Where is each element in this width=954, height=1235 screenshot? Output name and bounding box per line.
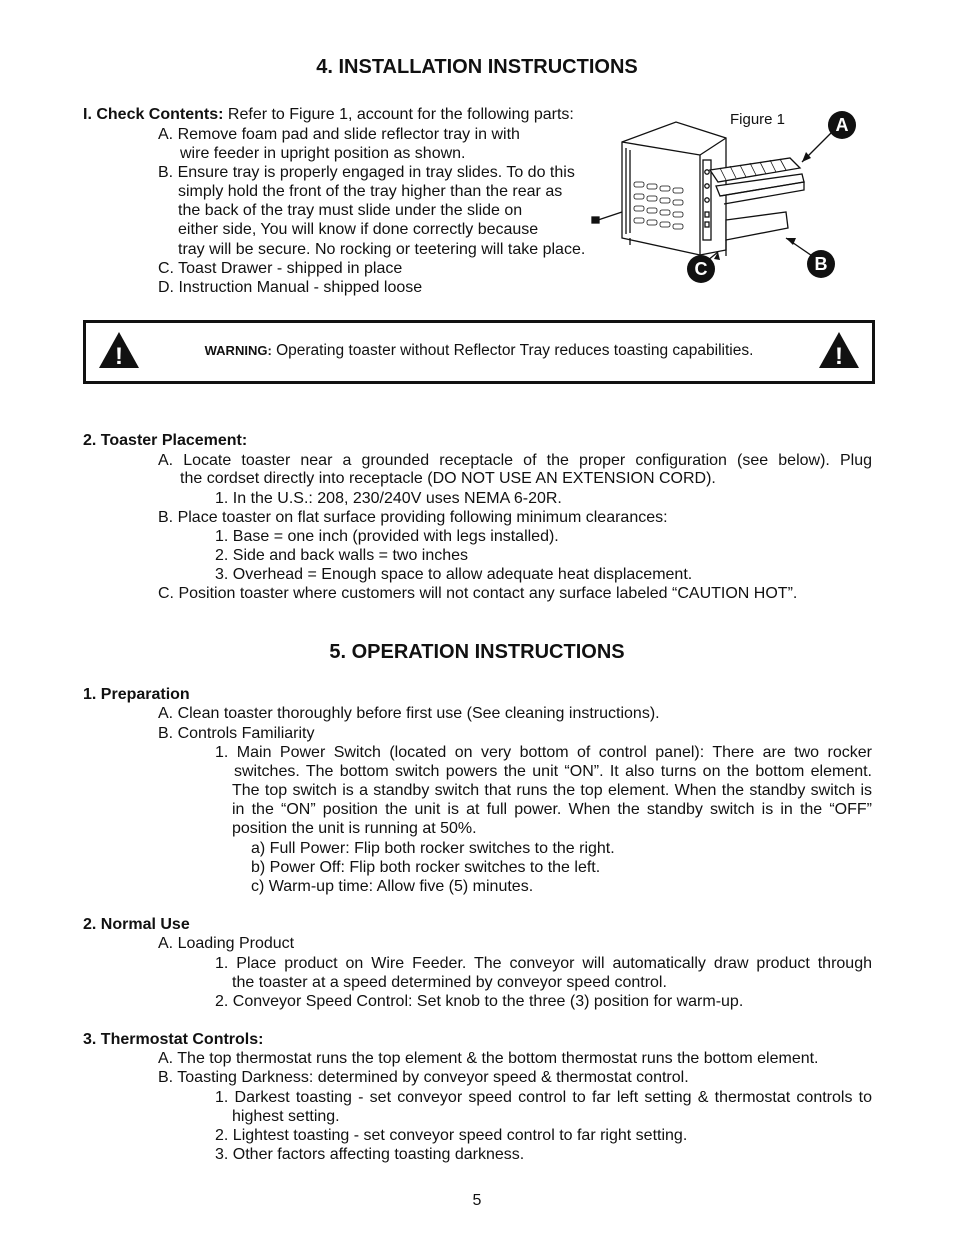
preparation-heading: 1. Preparation xyxy=(83,686,190,703)
warning-triangle-icon xyxy=(818,331,860,369)
prep-item-a: A. Clean toaster thoroughly before first use (See cleaning instructions). xyxy=(158,705,660,722)
normal-item-a-1-cont: the toaster at a speed determined by conveyor speed control. xyxy=(232,974,667,991)
toaster-illustration xyxy=(590,100,860,290)
normal-item-a-2: 2. Conveyor Speed Control: Set knob to the three (3) position for warm-up. xyxy=(215,993,744,1010)
prep-item-b-1-cont: position the unit is running at 50%. xyxy=(232,820,477,837)
normal-item-a-1: 1. Place product on Wire Feeder. The conveyor will automatically draw product through xyxy=(215,955,872,972)
placement-item-c: C. Position toaster where customers will not contact any surface labeled “CAUTION HOT”. xyxy=(158,585,798,602)
placement-item-b-3: 3. Overhead = Enough space to allow adequate heat displacement. xyxy=(215,566,693,583)
placement-item-b-1: 1. Base = one inch (provided with legs installed). xyxy=(215,528,559,545)
check-item-b: B. Ensure tray is properly engaged in tray slides. To do this xyxy=(158,164,575,181)
thermo-item-b-3: 3. Other factors affecting toasting darkness. xyxy=(215,1146,525,1163)
callout-a-label: A xyxy=(835,115,849,135)
thermo-item-b-2: 2. Lightest toasting - set conveyor speed control to far right setting. xyxy=(215,1127,688,1144)
check-item-b-cont: the back of the tray must slide under the slide on xyxy=(178,202,523,219)
check-contents-intro: Refer to Figure 1, account for the following parts: xyxy=(223,106,574,123)
placement-item-a: A. Locate toaster near a grounded receptacle of the proper configuration (see below). Plug xyxy=(158,452,872,469)
page-number: 5 xyxy=(472,1192,482,1209)
placement-item-b: B. Place toaster on flat surface providing following minimum clearances: xyxy=(158,509,668,526)
figure-1 xyxy=(590,100,860,290)
thermo-item-b-1-cont: highest setting. xyxy=(232,1108,340,1125)
warning-icon-glyph: ! xyxy=(115,343,123,369)
prep-item-b-1: 1. Main Power Switch (located on very bottom of control panel): There are two rocker xyxy=(215,744,872,761)
placement-heading: 2. Toaster Placement: xyxy=(83,432,248,449)
callout-c-label: C xyxy=(694,259,708,279)
normal-item-a: A. Loading Product xyxy=(158,935,295,952)
prep-sub-a: a) Full Power: Flip both rocker switches to the right. xyxy=(251,840,615,857)
warning-icon-glyph: ! xyxy=(835,343,843,369)
check-item-a-cont: wire feeder in upright position as shown. xyxy=(180,145,466,162)
prep-item-b-1-cont: in the “ON” position the unit is at full power. When the standby switch is in the “OFF” xyxy=(232,801,872,818)
thermo-item-b-1: 1. Darkest toasting - set conveyor speed control to far left setting & thermostat controls to xyxy=(215,1089,872,1106)
check-item-b-cont: either side, You will know if done correctly because xyxy=(178,221,539,238)
check-contents-heading: I. Check Contents: xyxy=(83,106,224,123)
thermostat-heading: 3. Thermostat Controls: xyxy=(83,1031,264,1048)
warning-label: WARNING: xyxy=(204,343,272,358)
check-item-a: A. Remove foam pad and slide reflector tray in with xyxy=(158,126,520,143)
check-item-b-cont: tray will be secure. No rocking or teetering will take place. xyxy=(178,241,586,258)
prep-item-b-1-cont: The top switch is a standby switch that runs the top element. When the standby switch is xyxy=(232,782,872,799)
normal-use-heading: 2. Normal Use xyxy=(83,916,190,933)
thermo-item-b: B. Toasting Darkness: determined by conveyor speed & thermostat control. xyxy=(158,1069,689,1086)
check-contents-line xyxy=(83,105,574,124)
check-item-b-cont: simply hold the front of the tray higher than the rear as xyxy=(178,183,563,200)
section-5-title: 5. OPERATION INSTRUCTIONS xyxy=(329,641,625,663)
callout-b-label: B xyxy=(814,254,828,274)
warning-message xyxy=(86,342,872,360)
prep-sub-c: c) Warm-up time: Allow five (5) minutes. xyxy=(251,878,534,895)
prep-sub-b: b) Power Off: Flip both rocker switches to the left. xyxy=(251,859,601,876)
placement-item-a-cont: the cordset directly into receptacle (DO NOT USE AN EXTENSION CORD). xyxy=(180,470,716,487)
section-4-title: 4. INSTALLATION INSTRUCTIONS xyxy=(316,56,638,78)
warning-text: Operating toaster without Reflector Tray reduces toasting capabilities. xyxy=(271,342,754,359)
check-item-d: D. Instruction Manual - shipped loose xyxy=(158,279,423,296)
placement-item-a-1: 1. In the U.S.: 208, 230/240V uses NEMA 6-20R. xyxy=(215,490,562,507)
warning-box xyxy=(83,320,875,384)
thermo-item-a: A. The top thermostat runs the top element & the bottom thermostat runs the bottom element. xyxy=(158,1050,819,1067)
check-item-c: C. Toast Drawer - shipped in place xyxy=(158,260,403,277)
prep-item-b-1-cont: switches. The bottom switch powers the unit “ON”. It also turns on the bottom element. xyxy=(234,763,872,780)
prep-item-b: B. Controls Familiarity xyxy=(158,725,315,742)
placement-item-b-2: 2. Side and back walls = two inches xyxy=(215,547,469,564)
figure-caption: Figure 1 xyxy=(730,111,786,128)
